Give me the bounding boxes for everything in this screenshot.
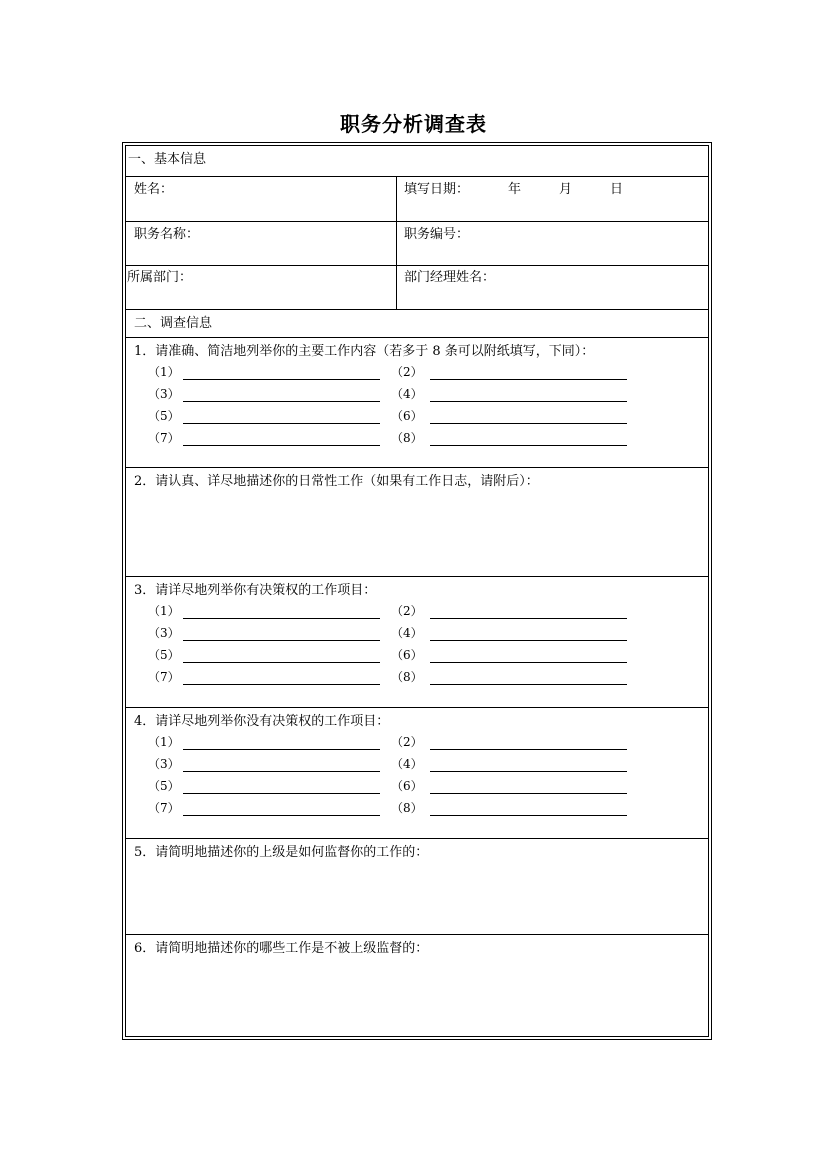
item-number: （8）	[391, 431, 423, 445]
position-name-label: 职务名称：	[134, 227, 200, 242]
answer-blank[interactable]	[183, 749, 380, 750]
item-number: （8）	[391, 670, 423, 684]
question-4-text: 4．请详尽地列举你没有决策权的工作项目：	[134, 714, 390, 729]
answer-blank[interactable]	[430, 640, 627, 641]
question-5-block	[126, 839, 708, 935]
question-6-answer-area[interactable]	[134, 961, 700, 1032]
question-5-text: 5．请简明地描述你的上级是如何监督你的工作的：	[134, 845, 429, 860]
section-survey-info-header	[126, 310, 708, 338]
question-6-text: 6．请简明地描述你的哪些工作是不被上级监督的：	[134, 941, 429, 956]
answer-blank[interactable]	[183, 618, 380, 619]
item-number: （6）	[391, 648, 423, 662]
section-basic-info-title: 一、基本信息	[128, 152, 207, 167]
item-number: （5）	[148, 779, 180, 793]
answer-blank[interactable]	[430, 662, 627, 663]
item-number: （2）	[391, 735, 423, 749]
item-number: （4）	[391, 387, 423, 401]
date-year-label: 年	[508, 182, 522, 197]
item-number: （1）	[148, 604, 180, 618]
section-basic-info-header	[126, 146, 708, 177]
position-number-label: 职务编号：	[404, 227, 470, 242]
answer-blank[interactable]	[183, 793, 380, 794]
item-number: （5）	[148, 648, 180, 662]
name-label: 姓名：	[134, 182, 174, 197]
question-1-text: 1．请准确、简洁地列举你的主要工作内容（若多于 8 条可以附纸填写，下同）：	[134, 344, 595, 359]
question-3-text: 3．请详尽地列举你有决策权的工作项目：	[134, 583, 377, 598]
item-number: （6）	[391, 409, 423, 423]
item-number: （2）	[391, 604, 423, 618]
answer-blank[interactable]	[183, 423, 380, 424]
answer-blank[interactable]	[430, 401, 627, 402]
answer-blank[interactable]	[430, 793, 627, 794]
answer-blank[interactable]	[430, 445, 627, 446]
item-number: （3）	[148, 757, 180, 771]
department-label: 所属部门：	[127, 270, 193, 285]
section-survey-info-title: 二、调查信息	[134, 316, 213, 331]
question-1-block	[126, 338, 708, 468]
item-number: （2）	[391, 365, 423, 379]
answer-blank[interactable]	[183, 640, 380, 641]
item-number: （4）	[391, 626, 423, 640]
date-month-label: 月	[559, 182, 573, 197]
row-department	[126, 266, 708, 310]
job-analysis-form	[122, 142, 712, 1040]
answer-blank[interactable]	[430, 423, 627, 424]
item-number: （7）	[148, 801, 180, 815]
question-6-block	[126, 935, 708, 1038]
answer-blank[interactable]	[183, 445, 380, 446]
item-number: （1）	[148, 735, 180, 749]
form-title: 职务分析调查表	[340, 112, 487, 136]
question-3-block	[126, 577, 708, 708]
item-number: （3）	[148, 387, 180, 401]
manager-name-label: 部门经理姓名：	[404, 270, 496, 285]
item-number: （6）	[391, 779, 423, 793]
answer-blank[interactable]	[430, 618, 627, 619]
answer-blank[interactable]	[183, 684, 380, 685]
item-number: （3）	[148, 626, 180, 640]
answer-blank[interactable]	[183, 771, 380, 772]
answer-blank[interactable]	[183, 662, 380, 663]
answer-blank[interactable]	[430, 684, 627, 685]
answer-blank[interactable]	[183, 815, 380, 816]
answer-blank[interactable]	[430, 379, 627, 380]
form-inner-border	[125, 145, 709, 1037]
answer-blank[interactable]	[183, 379, 380, 380]
question-2-answer-area[interactable]	[134, 494, 700, 570]
row-position	[126, 222, 708, 266]
answer-blank[interactable]	[430, 771, 627, 772]
item-number: （7）	[148, 431, 180, 445]
question-2-text: 2．请认真、详尽地描述你的日常性工作（如果有工作日志，请附后）：	[134, 474, 539, 489]
answer-blank[interactable]	[430, 749, 627, 750]
item-number: （8）	[391, 801, 423, 815]
row-name-date	[126, 177, 708, 222]
fill-date-label: 填写日期：	[404, 182, 470, 197]
question-5-answer-area[interactable]	[134, 865, 700, 928]
item-number: （4）	[391, 757, 423, 771]
date-day-label: 日	[610, 182, 624, 197]
item-number: （1）	[148, 365, 180, 379]
question-2-block	[126, 468, 708, 577]
item-number: （5）	[148, 409, 180, 423]
answer-blank[interactable]	[183, 401, 380, 402]
item-number: （7）	[148, 670, 180, 684]
question-4-block	[126, 708, 708, 839]
answer-blank[interactable]	[430, 815, 627, 816]
